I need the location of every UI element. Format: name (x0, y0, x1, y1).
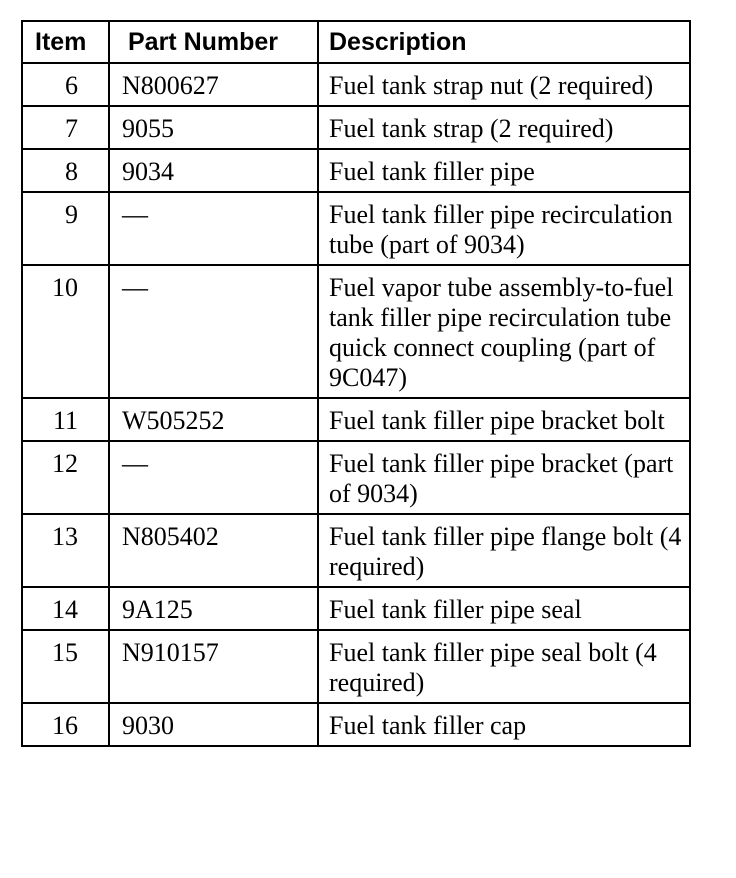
header-row (22, 21, 690, 63)
description-cell: Fuel tank filler pipe bracket bolt (318, 398, 690, 441)
description-cell: Fuel tank filler pipe flange bolt (4 required) (318, 514, 690, 587)
table-row (22, 587, 690, 630)
table-row (22, 398, 690, 441)
item-cell: 15 (22, 630, 109, 703)
table-row (22, 703, 690, 746)
header-item: Item (22, 21, 109, 63)
part-number-cell: W505252 (109, 398, 318, 441)
parts-table (21, 20, 691, 747)
item-cell: 16 (22, 703, 109, 746)
item-cell: 13 (22, 514, 109, 587)
item-cell: 9 (22, 192, 109, 265)
part-number-cell: N800627 (109, 63, 318, 106)
description-cell: Fuel vapor tube assembly-to-fuel tank filler pipe recirculation tube quick connect coupling (part of 9C047) (318, 265, 690, 398)
part-number-cell: N910157 (109, 630, 318, 703)
table-row (22, 630, 690, 703)
table-row (22, 106, 690, 149)
header-description: Description (318, 21, 690, 63)
table-row (22, 63, 690, 106)
table-row (22, 265, 690, 398)
description-cell: Fuel tank filler pipe bracket (part of 9034) (318, 441, 690, 514)
description-cell: Fuel tank filler pipe recirculation tube (part of 9034) (318, 192, 690, 265)
description-cell: Fuel tank filler pipe seal bolt (4 required) (318, 630, 690, 703)
part-number-cell: 9034 (109, 149, 318, 192)
table-row (22, 514, 690, 587)
part-number-cell: — (109, 192, 318, 265)
table-row (22, 192, 690, 265)
part-number-cell: — (109, 265, 318, 398)
item-cell: 11 (22, 398, 109, 441)
header-part-number: Part Number (109, 21, 318, 63)
table-row (22, 441, 690, 514)
part-number-cell: 9055 (109, 106, 318, 149)
part-number-cell: — (109, 441, 318, 514)
part-number-cell: 9030 (109, 703, 318, 746)
item-cell: 12 (22, 441, 109, 514)
description-cell: Fuel tank strap (2 required) (318, 106, 690, 149)
description-cell: Fuel tank filler pipe seal (318, 587, 690, 630)
item-cell: 8 (22, 149, 109, 192)
description-cell: Fuel tank strap nut (2 required) (318, 63, 690, 106)
part-number-cell: 9A125 (109, 587, 318, 630)
description-cell: Fuel tank filler pipe (318, 149, 690, 192)
item-cell: 14 (22, 587, 109, 630)
item-cell: 6 (22, 63, 109, 106)
item-cell: 7 (22, 106, 109, 149)
part-number-cell: N805402 (109, 514, 318, 587)
item-cell: 10 (22, 265, 109, 398)
table-body (22, 63, 690, 746)
description-cell: Fuel tank filler cap (318, 703, 690, 746)
table-row (22, 149, 690, 192)
